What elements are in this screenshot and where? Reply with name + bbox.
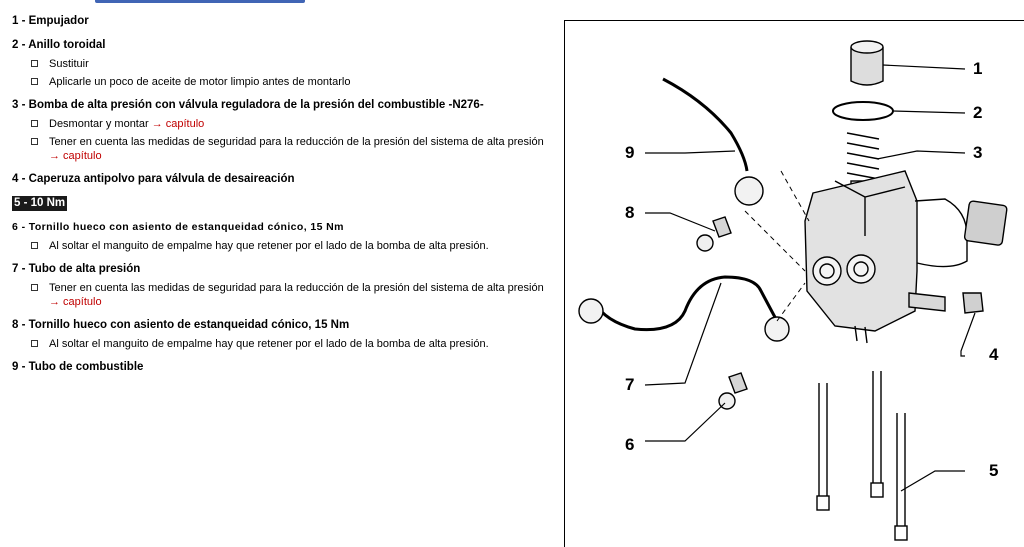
sub-item: Tener en cuenta las medidas de seguridad para la reducción de la presión del sistema de alta presión → capítulo xyxy=(12,135,552,163)
pump-diagram xyxy=(565,21,1024,547)
pump-body-part xyxy=(805,171,1007,343)
list-item-5 xyxy=(12,196,552,211)
bullet-icon xyxy=(31,78,38,85)
fuel-pipe-part xyxy=(663,79,763,205)
high-pressure-pipe-part xyxy=(579,277,789,341)
bullet-icon xyxy=(31,340,38,347)
callout-9: 9 xyxy=(625,143,635,162)
list-item-3: 3 - Bomba de alta presión con válvula reguladora de la presión del combustible -N276- Desmontar y montar → capítulo Tener en cuenta las medidas de seguridad para la reducción de la presión del sistema de alta presión → capítulo xyxy=(12,98,552,163)
callout-5: 5 xyxy=(989,461,999,480)
selected-text: 5 - 10 Nm xyxy=(14,197,66,209)
banjo-bolt-6-part xyxy=(719,373,747,409)
callout-4: 4 xyxy=(989,345,999,364)
sub-item: Al soltar el manguito de empalme hay que retener por el lado de la bomba de alta presión. xyxy=(12,239,552,253)
bullet-icon xyxy=(31,120,38,127)
list-item-2: 2 - Anillo toroidal Sustituir Aplicarle un poco de aceite de motor limpio antes de montarlo xyxy=(12,38,552,89)
tappet-part xyxy=(851,41,883,85)
list-item-7: 7 - Tubo de alta presión Tener en cuenta las medidas de seguridad para la reducción de la presión del sistema de alta presión → capítulo xyxy=(12,262,552,309)
parts-list xyxy=(12,14,552,384)
bolts-part xyxy=(817,371,907,540)
bullet-icon xyxy=(31,138,38,145)
chapter-link[interactable]: → capítulo xyxy=(49,150,102,162)
sub-item: Desmontar y montar → capítulo xyxy=(12,117,552,131)
sub-item: Sustituir xyxy=(12,57,552,71)
top-title-strip xyxy=(0,0,560,4)
list-item-4: 4 - Caperuza antipolvo para válvula de desaireación xyxy=(12,173,295,185)
list-item-6: 6 - Tornillo hueco con asiento de estanqueidad cónico, 15 Nm Al soltar el manguito de empalme hay que retener por el lado de la bomba de alta presión. xyxy=(12,220,552,253)
dust-cap-part xyxy=(963,293,983,313)
list-item-9: 9 - Tubo de combustible xyxy=(12,361,144,373)
list-item-1: 1 - Empujador xyxy=(12,15,89,27)
sub-item: Tener en cuenta las medidas de seguridad para la reducción de la presión del sistema de alta presión → capítulo xyxy=(12,281,552,309)
exploded-diagram-panel xyxy=(564,20,1024,547)
sub-item: Aplicarle un poco de aceite de motor limpio antes de montarlo xyxy=(12,75,552,89)
chapter-link[interactable]: → capítulo xyxy=(49,296,102,308)
bullet-icon xyxy=(31,284,38,291)
banjo-bolt-8-part xyxy=(697,217,731,251)
callout-1: 1 xyxy=(973,59,983,78)
callout-8: 8 xyxy=(625,203,635,222)
chapter-link[interactable]: → capítulo xyxy=(151,118,205,130)
sub-item: Al soltar el manguito de empalme hay que retener por el lado de la bomba de alta presión. xyxy=(12,337,552,351)
callout-6: 6 xyxy=(625,435,635,454)
callout-7: 7 xyxy=(625,375,635,394)
bullet-icon xyxy=(31,60,38,67)
list-item-8: 8 - Tornillo hueco con asiento de estanqueidad cónico, 15 Nm Al soltar el manguito de empalme hay que retener por el lado de la bomba de alta presión. xyxy=(12,318,552,351)
callout-3: 3 xyxy=(973,143,983,162)
o-ring-part xyxy=(833,102,893,120)
bullet-icon xyxy=(31,242,38,249)
callout-2: 2 xyxy=(973,103,983,122)
